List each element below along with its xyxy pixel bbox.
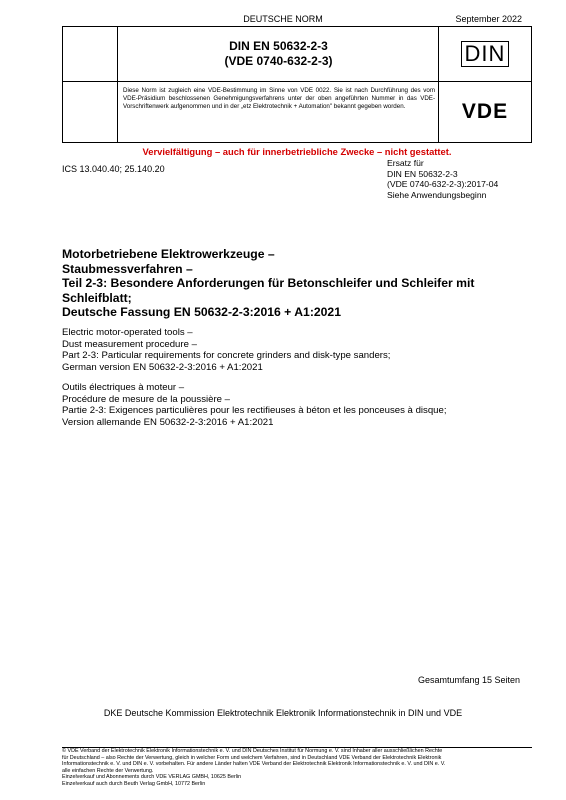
title-line: Partie 2-3: Exigences particulières pour les rectifieuses à béton et les ponceuses à disque; xyxy=(62,405,447,417)
title-line: Deutsche Fassung EN 50632-2-3:2016 + A1:2021 xyxy=(62,305,341,319)
footer-line: für Deutschland – also Rechte der Verwertung, gleich in welcher Form und welchem Verfahren, sind in Deutschland VDE Verband der Elektrotechnik Elektronik xyxy=(62,754,442,761)
replacement-line: (VDE 0740-632-2-3):2017-04 xyxy=(387,179,499,190)
copyright-footer xyxy=(62,748,532,788)
din-logo xyxy=(439,27,531,81)
footer-line: Einzelverkauf auch durch Beuth Verlag GmbH, 10772 Berlin xyxy=(62,780,206,787)
publication-date: September 2022 xyxy=(455,14,522,24)
title-line: German version EN 50632-2-3:2016 + A1:2021 xyxy=(62,361,263,373)
total-pages: Gesamtumfang 15 Seiten xyxy=(417,675,520,685)
header-frame xyxy=(62,26,532,143)
document-type-label: DEUTSCHE NORM xyxy=(243,14,323,24)
title-line: Outils électriques à moteur – xyxy=(62,382,185,393)
title-line: Electric motor-operated tools – xyxy=(62,327,193,338)
copy-warning: Vervielfältigung – auch für innerbetriebliche Zwecke – nicht gestattet. xyxy=(142,146,452,157)
title-english xyxy=(62,327,532,373)
title-line: Motorbetriebene Elektrowerkzeuge – xyxy=(62,247,275,261)
title-line: Teil 2-3: Besondere Anforderungen für Betonschleifer und Schleifer mit Schleifblatt; xyxy=(62,276,475,305)
standard-number: DIN EN 50632-2-3 xyxy=(229,39,328,53)
title-line: Part 2-3: Particular requirements for concrete grinders and disk-type sanders; xyxy=(62,350,391,362)
footer-line: alle einfachen Rechte der Verwertung. xyxy=(62,767,154,774)
replacement-info xyxy=(387,158,498,200)
title-german xyxy=(62,247,532,320)
footer-line: Einzelverkauf und Abonnements durch VDE VERLAG GMBH, 10625 Berlin xyxy=(62,774,242,781)
ics-codes: ICS 13.040.40; 25.140.20 xyxy=(62,164,165,174)
vde-standard-number: (VDE 0740-632-2-3) xyxy=(224,54,333,68)
replacement-line: DIN EN 50632-2-3 xyxy=(387,168,458,179)
title-line: Dust measurement procedure – xyxy=(62,338,197,350)
vde-logo: VDE xyxy=(461,99,509,123)
replacement-line: Ersatz für xyxy=(387,158,424,168)
footer-line: © VDE Verband der Elektrotechnik Elektronik Informationstechnik e. V. und DIN Deutsches Institut für Normung e. V. sind Inhaber aller ausschließlichen Rechte xyxy=(62,748,443,754)
replacement-line: Siehe Anwendungsbeginn xyxy=(387,189,487,200)
footer-line: Informationstechnik e. V. und DIN e. V. vorbehalten. Für andere Länder halten VDE Verband der Elektrotechnik Elektronik Informationstechnik e. V. und DIN e. V. xyxy=(62,761,446,768)
title-line: Staubmessverfahren – xyxy=(62,261,193,276)
title-line: Procédure de mesure de la poussière – xyxy=(62,393,230,405)
din-logo-text: DIN xyxy=(461,41,510,67)
vde-note: Diese Norm ist zugleich eine VDE-Bestimmung im Sinne von VDE 0022. Sie ist nach Durchführung des vom VDE-Präsidium beschlossenen Genehmigungsverfahrens unter der oben angeführten Nummer in das VDE-Vorschriftenwerk aufgenommen und in der „etz Elektrotechnik + Automation" bekannt gegeben worden. xyxy=(123,87,435,111)
dke-line: DKE Deutsche Kommission Elektrotechnik Elektronik Informationstechnik in DIN und VDE xyxy=(103,708,463,718)
header-left-cell xyxy=(63,27,118,142)
title-line: Version allemande EN 50632-2-3:2016 + A1:2021 xyxy=(62,416,274,428)
title-french xyxy=(62,382,532,428)
standard-number-block xyxy=(118,39,439,69)
